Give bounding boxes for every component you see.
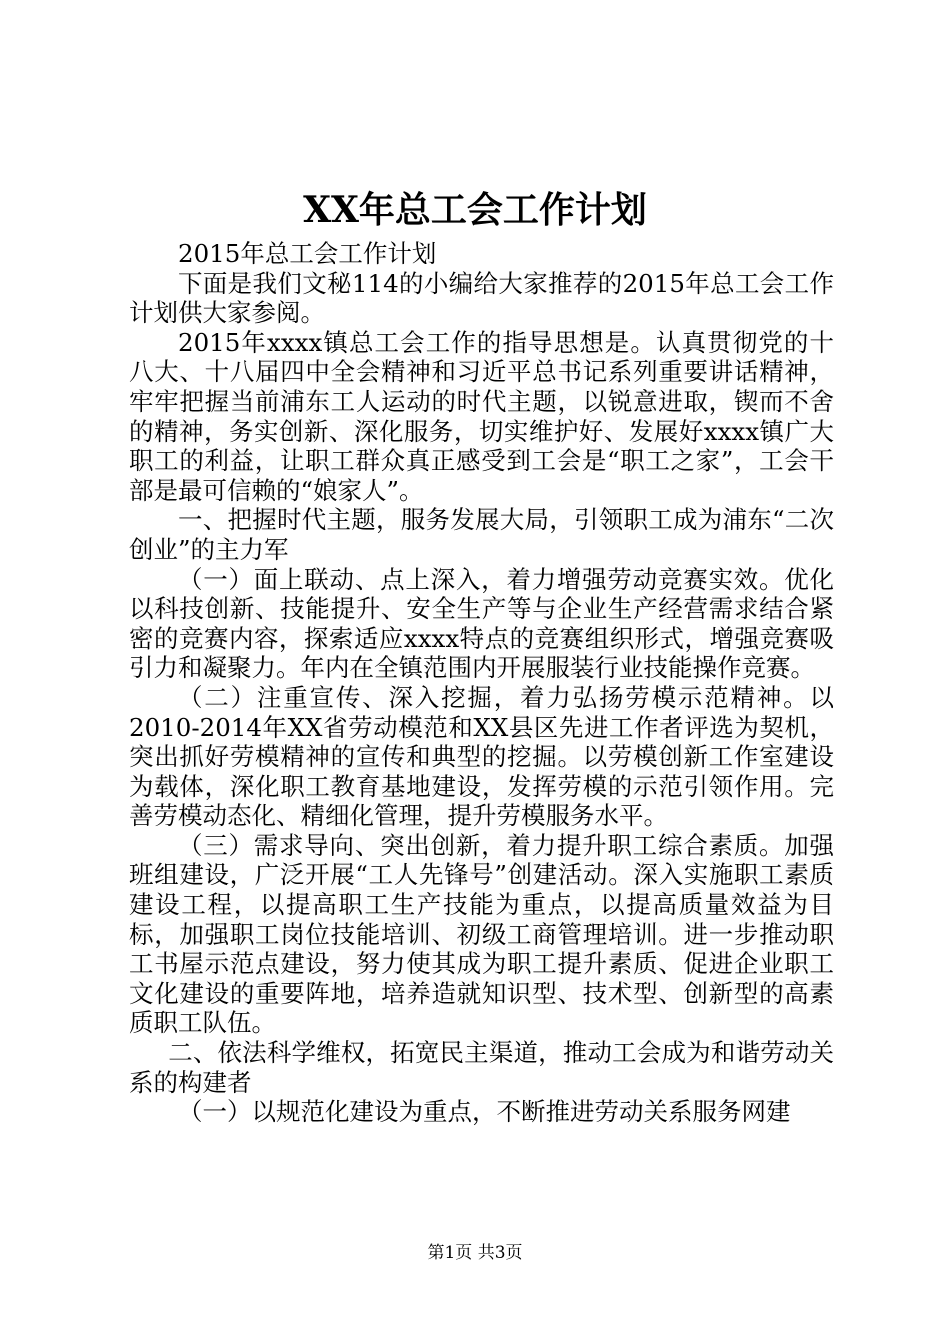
paragraph-section-2-item-1: （一）以规范化建设为重点，不断推进劳动关系服务网建 — [178, 1097, 791, 1127]
paragraph-intro: 下面是我们文秘114的小编给大家推荐的2015年总工会工作计划供大家参阅。 — [129, 268, 834, 328]
section-heading-1: 一、把握时代主题，服务发展大局，引领职工成为浦东“二次创业”的主力军 — [129, 505, 834, 564]
paragraph-guiding-thought: 2015年xxxx镇总工会工作的指导思想是。认真贯彻党的十八大、十八届四中全会精神和习近平总书记系列重要讲话精神，牢牢把握当前浦东工人运动的时代主题，以锐意进取，锲而不舍的精神，务实创新、深化服务，切实维护好、发展好xxxx镇广大职工的利益，让职工群众真正感受到工会是“职工之家”，工会干部是最可信赖的“娘家人”。 — [129, 327, 834, 505]
document-title: XX年总工会工作计划 — [303, 189, 647, 231]
paragraph-section-1-item-1: （一）面上联动、点上深入，着力增强劳动竞赛实效。优化以科技创新、技能提升、安全生产等与企业生产经营需求结合紧密的竞赛内容，探索适应xxxx特点的竞赛组织形式，增强竞赛吸引力和凝聚力。年内在全镇范围内开展服装行业技能操作竞赛。 — [129, 564, 834, 683]
page-number-footer: 第1页 共3页 — [427, 1243, 523, 1263]
paragraph-section-1-item-2: （二）注重宣传、深入挖掘，着力弘扬劳模示范精神。以2010-2014年XX省劳动模范和XX县区先进工作者评选为契机，突出抓好劳模精神的宣传和典型的挖掘。以劳模创新工作室建设为载体，深化职工教育基地建设，发挥劳模的示范引领作用。完善劳模动态化、精细化管理，提升劳模服务水平。 — [129, 682, 834, 831]
paragraph-subtitle: 2015年总工会工作计划 — [178, 239, 437, 268]
document-body — [129, 239, 834, 1127]
section-heading-2: 二、依法科学维权，拓宽民主渠道，推动工会成为和谐劳动关系的构建者 — [129, 1038, 834, 1097]
paragraph-section-1-item-3: （三）需求导向、突出创新，着力提升职工综合素质。加强班组建设，广泛开展“工人先锋号”创建活动。深入实施职工素质建设工程，以提高职工生产技能为重点，以提高质量效益为目标，加强职工岗位技能培训、初级工商管理培训。进一步推动职工书屋示范点建设，努力使其成为职工提升素质、促进企业职工文化建设的重要阵地，培养造就知识型、技术型、创新型的高素质职工队伍。 — [129, 830, 834, 1038]
